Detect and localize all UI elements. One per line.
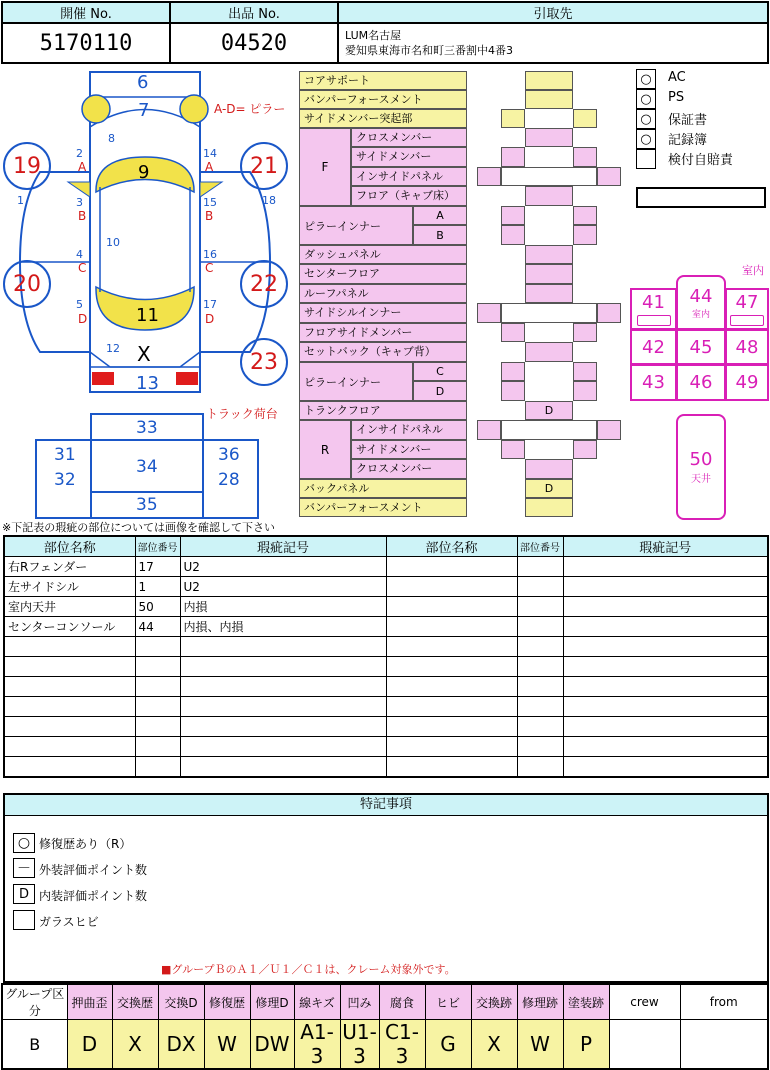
grade-header-1: 押曲歪 <box>67 984 112 1020</box>
legend-repair-symbol: ○ <box>13 833 35 853</box>
damage-code-cell <box>180 637 386 657</box>
schematic-f-cross <box>525 128 573 147</box>
table-row <box>4 577 768 597</box>
part-center-floor: センターフロア <box>299 264 467 284</box>
part-name-cell <box>4 657 135 677</box>
schematic-sill-r <box>597 303 621 323</box>
part-number-cell <box>135 737 180 757</box>
kaisai-label: 開催 No. <box>2 2 170 23</box>
side-num-3: 3 <box>76 196 83 209</box>
schematic-pillar-c-r <box>573 362 597 381</box>
truck-note: トラック荷台 <box>206 407 278 421</box>
kaisai-value: 5170110 <box>2 23 170 63</box>
hikitori-label: 引取先 <box>338 2 768 23</box>
part-name-cell <box>4 737 135 757</box>
body-num-9: 9 <box>138 162 150 183</box>
header-table <box>1 1 769 64</box>
grade-header-12: 塗装跡 <box>563 984 609 1020</box>
table-row <box>4 697 768 717</box>
schematic-r-cross <box>525 459 573 479</box>
damage-code-cell <box>180 697 386 717</box>
damage-table <box>3 535 769 778</box>
part-trunk-floor: トランクフロア <box>299 401 467 420</box>
table-row <box>4 757 768 778</box>
schematic-back-panel: D <box>525 479 573 498</box>
car-diagram <box>0 62 300 522</box>
pillar-inner-front: ピラーインナー <box>299 206 413 245</box>
pillar-inner-rear: ピラーインナー <box>299 362 413 401</box>
table-row <box>4 657 768 677</box>
body-num-8: 8 <box>108 132 115 145</box>
grade-value-12: P <box>563 1020 609 1070</box>
pillar-letter-right-b: B <box>205 209 214 223</box>
side-num-14: 14 <box>203 147 217 160</box>
damage-code-cell <box>180 757 386 778</box>
inspection-insurance-label: 検付自賠責 <box>668 153 734 168</box>
bed-num-32: 32 <box>54 470 76 490</box>
grade-value-8: C1-3 <box>379 1020 425 1070</box>
bed-num-34: 34 <box>136 457 158 477</box>
side-num-17: 17 <box>203 298 217 311</box>
hikitori-name: LUM名古屋 <box>345 29 402 42</box>
side-num-2: 2 <box>76 147 83 160</box>
part-rear-bumper-reinforcement: バンパーフォースメント <box>299 498 467 517</box>
part-name-2-cell <box>386 717 517 737</box>
interior-44: 44 室内 <box>676 275 726 330</box>
schematic-f-inside-r <box>597 167 621 186</box>
part-name-cell: センターコンソール <box>4 617 135 637</box>
schematic-f-inside-mid <box>501 167 597 186</box>
record-book-label: 記録簿 <box>668 133 708 148</box>
table-row <box>4 637 768 657</box>
warranty-label: 保証書 <box>668 113 708 128</box>
part-number-2-cell <box>517 677 563 697</box>
notes-section <box>3 793 769 983</box>
schematic-protrusion-r <box>573 109 597 128</box>
damage-code-2-cell <box>563 577 768 597</box>
part-f-floor: フロア（キャブ床） <box>351 186 467 206</box>
part-name-cell <box>4 637 135 657</box>
grade-header-9: ヒビ <box>425 984 471 1020</box>
schematic-floor-side-l <box>501 323 525 342</box>
part-name-cell <box>4 757 135 778</box>
table-row <box>4 557 768 577</box>
interior-50: 50 天井 <box>676 414 726 520</box>
damage-code-cell: 内損 <box>180 597 386 617</box>
table-row <box>4 737 768 757</box>
part-number-cell <box>135 757 180 778</box>
part-number-cell <box>135 677 180 697</box>
part-number-2-cell <box>517 717 563 737</box>
damage-code-2-cell <box>563 657 768 677</box>
interior-title: 室内 <box>742 264 764 277</box>
grade-header-0: グループ区分 <box>2 984 67 1020</box>
pillar-letter-left-b: B <box>78 209 87 223</box>
legend-interior-text: 内装評価ポイント数 <box>39 889 148 903</box>
pillar-letter-right-a: A <box>205 160 214 174</box>
damage-code-cell <box>180 717 386 737</box>
grade-value-13 <box>609 1020 680 1070</box>
part-pillar-a: A <box>413 206 467 225</box>
col-part-name-2: 部位名称 <box>386 536 517 557</box>
part-name-cell: 右Rフェンダー <box>4 557 135 577</box>
grade-value-7: U1-3 <box>340 1020 379 1070</box>
grade-value-11: W <box>517 1020 563 1070</box>
interior-46: 46 <box>676 364 726 401</box>
pillar-letter-left-c: C <box>78 261 87 275</box>
part-number-cell <box>135 697 180 717</box>
wheel-20: 20 <box>3 260 51 308</box>
table-row <box>4 617 768 637</box>
part-name-2-cell <box>386 577 517 597</box>
damage-code-2-cell <box>563 597 768 617</box>
part-number-cell <box>135 657 180 677</box>
damage-code-2-cell <box>563 617 768 637</box>
equipment-checklist <box>636 69 766 169</box>
col-damage-code-1: 瑕疵記号 <box>180 536 386 557</box>
damage-code-2-cell <box>563 557 768 577</box>
schematic-f-floor <box>525 186 573 206</box>
grade-value-2: X <box>112 1020 158 1070</box>
interior-45: 45 <box>676 329 726 365</box>
legend-exterior-symbol: － <box>13 858 35 878</box>
part-setback: セットバック（キャブ背） <box>299 342 467 362</box>
pillar-note: A-D= ピラー <box>214 102 286 116</box>
schematic-pillar-c-l <box>501 362 525 381</box>
schematic-pillar-b-l <box>501 225 525 245</box>
grade-value-5: DW <box>250 1020 294 1070</box>
part-name-2-cell <box>386 697 517 717</box>
part-dash-panel: ダッシュパネル <box>299 245 467 264</box>
legend-interior-symbol: D <box>13 884 35 904</box>
part-roof-panel: ルーフパネル <box>299 284 467 303</box>
schematic-r-side-r <box>573 440 597 459</box>
grade-value-3: DX <box>158 1020 204 1070</box>
group-r: R <box>299 420 351 479</box>
ps-label: PS <box>668 90 685 105</box>
schematic-floor-side-r <box>573 323 597 342</box>
body-num-6: 6 <box>137 72 149 93</box>
warranty-checkbox[interactable]: ○ <box>636 109 656 129</box>
pillar-letter-right-c: C <box>205 261 214 275</box>
part-name-cell: 室内天井 <box>4 597 135 617</box>
interior-47-shape <box>730 315 764 326</box>
part-core-support: コアサポート <box>299 71 467 90</box>
side-num-4: 4 <box>76 248 83 261</box>
side-num-18: 18 <box>262 194 276 207</box>
legend-glass-text: ガラスヒビ <box>39 915 99 929</box>
damage-code-2-cell <box>563 677 768 697</box>
inspection-insurance-checkbox[interactable] <box>636 149 656 169</box>
part-number-2-cell <box>517 697 563 717</box>
wheel-21: 21 <box>240 142 288 190</box>
schematic-r-inside-r <box>597 420 621 440</box>
grade-header-5: 修理D <box>250 984 294 1020</box>
damage-code-cell: U2 <box>180 577 386 597</box>
grade-header-3: 交換D <box>158 984 204 1020</box>
part-r-inside-panel: インサイドパネル <box>351 420 467 440</box>
table-row <box>4 677 768 697</box>
damage-code-2-cell <box>563 757 768 778</box>
grade-header-13: crew <box>609 984 680 1020</box>
interior-43: 43 <box>630 364 677 401</box>
part-number-2-cell <box>517 597 563 617</box>
legend-repair-text: 修復歴あり（R） <box>39 837 132 851</box>
part-number-2-cell <box>517 737 563 757</box>
part-number-2-cell <box>517 557 563 577</box>
hikitori-cell <box>338 23 768 63</box>
interior-41: 41 <box>630 288 677 330</box>
damage-code-2-cell <box>563 717 768 737</box>
part-r-side-member: サイドメンバー <box>351 440 467 459</box>
table-row <box>4 717 768 737</box>
part-name-2-cell <box>386 597 517 617</box>
schematic-pillar-a-r <box>573 206 597 225</box>
schematic-f-side-r <box>573 147 597 167</box>
part-number-cell <box>135 717 180 737</box>
grade-value-1: D <box>67 1020 112 1070</box>
legend-glass-symbol <box>13 910 35 930</box>
schematic-r-inside-l <box>477 420 501 440</box>
part-name-cell <box>4 717 135 737</box>
part-r-cross-member: クロスメンバー <box>351 459 467 479</box>
grade-value-0: B <box>2 1020 67 1070</box>
body-num-10: 10 <box>106 236 120 249</box>
part-number-cell: 1 <box>135 577 180 597</box>
part-name-cell <box>4 697 135 717</box>
bed-num-35: 35 <box>136 495 158 515</box>
ps-checkbox[interactable]: ○ <box>636 89 656 109</box>
schematic-sill-mid <box>501 303 597 323</box>
part-f-inside-panel: インサイドパネル <box>351 167 467 186</box>
grade-header-6: 線キズ <box>294 984 340 1020</box>
part-pillar-c: C <box>413 362 467 381</box>
part-side-member-protrusion: サイドメンバー突起部 <box>299 109 467 128</box>
pillar-letter-right-d: D <box>205 312 215 326</box>
damage-code-2-cell <box>563 637 768 657</box>
schematic-r-side-l <box>501 440 525 459</box>
part-name-cell <box>4 677 135 697</box>
grade-header-8: 腐食 <box>379 984 425 1020</box>
part-number-cell <box>135 637 180 657</box>
schematic-trunk-floor: D <box>525 401 573 420</box>
grade-header-2: 交換歴 <box>112 984 158 1020</box>
col-part-no-2: 部位番号 <box>517 536 563 557</box>
part-name-2-cell <box>386 557 517 577</box>
part-number-2-cell <box>517 757 563 778</box>
schematic-core-support <box>525 71 573 90</box>
part-number-2-cell <box>517 657 563 677</box>
schematic-setback <box>525 342 573 362</box>
part-floor-side-member: フロアサイドメンバー <box>299 323 467 342</box>
schematic-sill-l <box>477 303 501 323</box>
schematic-center-floor <box>525 264 573 284</box>
col-damage-code-2: 瑕疵記号 <box>563 536 768 557</box>
interior-41-shape <box>637 315 671 326</box>
part-name-2-cell <box>386 637 517 657</box>
schematic-f-inside-l <box>477 167 501 186</box>
shuppin-value: 04520 <box>170 23 338 63</box>
schematic-r-inside-mid <box>501 420 597 440</box>
part-name-2-cell <box>386 757 517 778</box>
legend-exterior-text: 外装評価ポイント数 <box>39 863 148 877</box>
part-name-2-cell <box>386 737 517 757</box>
grade-header-11: 修理跡 <box>517 984 563 1020</box>
part-number-2-cell <box>517 577 563 597</box>
part-name-cell: 左サイドシル <box>4 577 135 597</box>
interior-47: 47 <box>725 288 769 330</box>
frame-parts <box>299 71 629 517</box>
col-part-name-1: 部位名称 <box>4 536 135 557</box>
grade-value-9: G <box>425 1020 471 1070</box>
body-num-7: 7 <box>138 100 150 121</box>
side-num-1: 1 <box>17 194 24 207</box>
schematic-protrusion-l <box>501 109 525 128</box>
pillar-letter-left-a: A <box>78 160 87 174</box>
grade-header-4: 修復歴 <box>204 984 250 1020</box>
side-num-16: 16 <box>203 248 217 261</box>
body-num-13: 13 <box>136 373 159 394</box>
part-name-2-cell <box>386 617 517 637</box>
body-num-11: 11 <box>136 305 159 326</box>
grade-value-14 <box>680 1020 768 1070</box>
part-back-panel: バックパネル <box>299 479 467 498</box>
claim-note: ■グループＢのＡ１／Ｕ１／Ｃ１は、クレーム対象外です。 <box>161 963 456 976</box>
grade-value-6: A1-3 <box>294 1020 340 1070</box>
part-f-side-member: サイドメンバー <box>351 147 467 167</box>
table-row <box>4 597 768 617</box>
part-side-sill-inner: サイドシルインナー <box>299 303 467 323</box>
grade-header-10: 交換跡 <box>471 984 517 1020</box>
part-number-2-cell <box>517 617 563 637</box>
damage-code-cell <box>180 737 386 757</box>
pillar-letter-left-d: D <box>78 312 88 326</box>
damage-code-cell: U2 <box>180 557 386 577</box>
side-num-5: 5 <box>76 298 83 311</box>
damage-code-cell: 内損、内損 <box>180 617 386 637</box>
table-note: ※下記表の瑕疵の部位については画像を確認して下さい <box>2 521 275 534</box>
schematic-roof <box>525 284 573 303</box>
part-number-cell: 50 <box>135 597 180 617</box>
grade-value-10: X <box>471 1020 517 1070</box>
schematic-pillar-b-r <box>573 225 597 245</box>
group-f: F <box>299 128 351 206</box>
damage-code-cell <box>180 677 386 697</box>
grade-header-7: 凹み <box>340 984 379 1020</box>
part-name-2-cell <box>386 657 517 677</box>
col-part-no-1: 部位番号 <box>135 536 180 557</box>
ac-checkbox[interactable]: ○ <box>636 69 656 89</box>
record-book-checkbox[interactable]: ○ <box>636 129 656 149</box>
damage-code-2-cell <box>563 697 768 717</box>
schematic-pillar-d-l <box>501 381 525 401</box>
schematic-rear-bumper <box>525 498 573 517</box>
bed-num-36: 36 <box>218 445 240 465</box>
schematic-pillar-d-r <box>573 381 597 401</box>
notes-title: 特記事項 <box>5 795 767 816</box>
wheel-22: 22 <box>240 260 288 308</box>
part-name-2-cell <box>386 677 517 697</box>
ac-label: AC <box>668 70 686 85</box>
shuppin-label: 出品 No. <box>170 2 338 23</box>
interior-49: 49 <box>725 364 769 401</box>
schematic-dash <box>525 245 573 264</box>
body-num-12: 12 <box>106 342 120 355</box>
wheel-19: 19 <box>3 142 51 190</box>
side-num-15: 15 <box>203 196 217 209</box>
part-f-cross-member: クロスメンバー <box>351 128 467 147</box>
blank-field <box>636 187 766 208</box>
bed-num-31: 31 <box>54 445 76 465</box>
interior-48: 48 <box>725 329 769 365</box>
grade-value-4: W <box>204 1020 250 1070</box>
bed-num-33: 33 <box>136 418 158 438</box>
part-number-cell: 44 <box>135 617 180 637</box>
grade-header-14: from <box>680 984 768 1020</box>
schematic-pillar-a-l <box>501 206 525 225</box>
schematic-bumper <box>525 90 573 109</box>
spare-23: 23 <box>240 338 288 386</box>
part-bumper-reinforcement: バンパーフォースメント <box>299 90 467 109</box>
damage-code-2-cell <box>563 737 768 757</box>
part-number-2-cell <box>517 637 563 657</box>
damage-code-cell <box>180 657 386 677</box>
schematic-f-side-l <box>501 147 525 167</box>
bed-num-28: 28 <box>218 470 240 490</box>
part-pillar-d: D <box>413 381 467 401</box>
interior-42: 42 <box>630 329 677 365</box>
x-mark: X <box>137 342 151 366</box>
part-pillar-b: B <box>413 225 467 245</box>
grade-table <box>1 983 769 1070</box>
hikitori-address: 愛知県東海市名和町三番割中4番3 <box>345 44 513 57</box>
part-number-cell: 17 <box>135 557 180 577</box>
